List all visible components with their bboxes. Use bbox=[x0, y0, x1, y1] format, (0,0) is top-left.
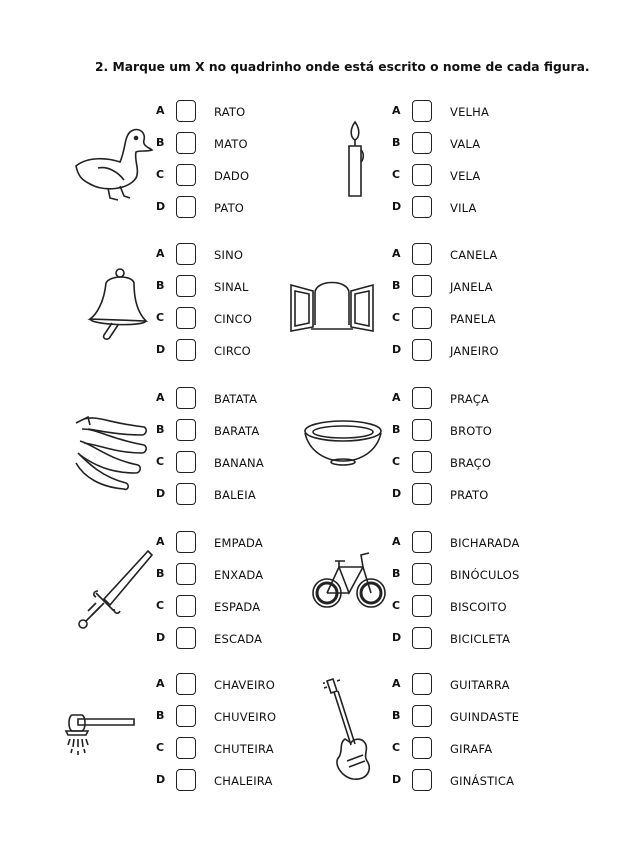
option-letter: A bbox=[156, 247, 165, 260]
sword-icon bbox=[70, 547, 165, 639]
option-letter: D bbox=[156, 773, 166, 786]
option-letter: C bbox=[392, 311, 401, 324]
option-word: BICICLETA bbox=[450, 632, 511, 646]
option-letter: D bbox=[392, 343, 402, 356]
option-letter: C bbox=[156, 741, 165, 754]
option-word: BROTO bbox=[450, 424, 493, 438]
answer-checkbox[interactable] bbox=[412, 673, 432, 695]
option-letter: A bbox=[156, 677, 165, 690]
exercise-candle bbox=[305, 100, 565, 225]
option-letter: B bbox=[392, 567, 401, 580]
option-word: BARATA bbox=[214, 424, 260, 438]
answer-checkbox[interactable] bbox=[412, 769, 432, 791]
answer-checkbox[interactable] bbox=[412, 451, 432, 473]
option-letter: A bbox=[156, 104, 165, 117]
window-icon bbox=[287, 265, 379, 357]
answer-checkbox[interactable] bbox=[176, 531, 196, 553]
answer-checkbox[interactable] bbox=[412, 339, 432, 361]
option-word: SINAL bbox=[214, 280, 249, 294]
option-word: GUITARRA bbox=[450, 678, 510, 692]
option-letter: A bbox=[156, 535, 165, 548]
answer-checkbox[interactable] bbox=[176, 483, 196, 505]
answer-checkbox[interactable] bbox=[412, 100, 432, 122]
answer-checkbox[interactable] bbox=[412, 563, 432, 585]
option-letter: D bbox=[156, 343, 166, 356]
option-word: BISCOITO bbox=[450, 600, 507, 614]
option-word: CIRCO bbox=[214, 344, 251, 358]
exercise-banana bbox=[68, 387, 328, 512]
option-word: PRATO bbox=[450, 488, 489, 502]
option-letter: B bbox=[156, 567, 165, 580]
answer-checkbox[interactable] bbox=[176, 419, 196, 441]
answer-checkbox[interactable] bbox=[176, 673, 196, 695]
option-word: PATO bbox=[214, 201, 245, 215]
option-letter: A bbox=[392, 677, 401, 690]
exercise-window bbox=[305, 243, 565, 368]
option-letter: D bbox=[392, 773, 402, 786]
option-letter: D bbox=[392, 200, 402, 213]
option-letter: B bbox=[392, 136, 401, 149]
guitar-icon bbox=[321, 677, 383, 789]
option-word: JANEIRO bbox=[450, 344, 499, 358]
option-word: ESCADA bbox=[214, 632, 263, 646]
answer-checkbox[interactable] bbox=[176, 307, 196, 329]
option-letter: D bbox=[392, 631, 402, 644]
option-letter: C bbox=[392, 741, 401, 754]
option-letter: C bbox=[156, 599, 165, 612]
option-word: JANELA bbox=[450, 280, 493, 294]
answer-checkbox[interactable] bbox=[176, 275, 196, 297]
answer-checkbox[interactable] bbox=[176, 769, 196, 791]
answer-checkbox[interactable] bbox=[176, 164, 196, 186]
exercise-bicycle bbox=[305, 531, 565, 656]
answer-checkbox[interactable] bbox=[176, 737, 196, 759]
answer-checkbox[interactable] bbox=[176, 451, 196, 473]
answer-checkbox[interactable] bbox=[176, 627, 196, 649]
answer-checkbox[interactable] bbox=[412, 164, 432, 186]
answer-checkbox[interactable] bbox=[412, 243, 432, 265]
option-word: CHAVEIRO bbox=[214, 678, 275, 692]
answer-checkbox[interactable] bbox=[176, 387, 196, 409]
option-letter: A bbox=[392, 247, 401, 260]
candle-icon bbox=[325, 116, 385, 208]
answer-checkbox[interactable] bbox=[176, 196, 196, 218]
answer-checkbox[interactable] bbox=[176, 705, 196, 727]
option-word: BINÓCULOS bbox=[450, 568, 520, 582]
answer-checkbox[interactable] bbox=[412, 196, 432, 218]
option-letter: B bbox=[392, 423, 401, 436]
option-letter: C bbox=[156, 168, 165, 181]
answer-checkbox[interactable] bbox=[176, 563, 196, 585]
option-word: GINÁSTICA bbox=[450, 774, 515, 788]
option-word: CHALEIRA bbox=[214, 774, 273, 788]
bell-icon bbox=[82, 263, 174, 355]
option-word: BALEIA bbox=[214, 488, 256, 502]
option-word: BICHARADA bbox=[450, 536, 520, 550]
bicycle-icon bbox=[309, 543, 389, 623]
option-letter: C bbox=[392, 599, 401, 612]
exercise-sword bbox=[68, 531, 328, 656]
option-word: GIRAFA bbox=[450, 742, 493, 756]
option-word: ENXADA bbox=[214, 568, 264, 582]
option-word: CHUTEIRA bbox=[214, 742, 274, 756]
shower-icon bbox=[64, 701, 144, 771]
option-word: VELHA bbox=[450, 105, 490, 119]
duck-icon bbox=[68, 118, 160, 210]
option-word: BRAÇO bbox=[450, 456, 492, 470]
option-letter: D bbox=[156, 631, 166, 644]
option-word: BATATA bbox=[214, 392, 258, 406]
answer-checkbox[interactable] bbox=[412, 595, 432, 617]
option-letter: A bbox=[392, 391, 401, 404]
answer-checkbox[interactable] bbox=[412, 483, 432, 505]
exercise-shower bbox=[68, 673, 328, 798]
option-letter: D bbox=[156, 200, 166, 213]
option-word: CANELA bbox=[450, 248, 498, 262]
option-word: SINO bbox=[214, 248, 244, 262]
answer-checkbox[interactable] bbox=[412, 737, 432, 759]
answer-checkbox[interactable] bbox=[176, 595, 196, 617]
answer-checkbox[interactable] bbox=[412, 132, 432, 154]
option-letter: B bbox=[156, 279, 165, 292]
answer-checkbox[interactable] bbox=[176, 132, 196, 154]
option-word: PRAÇA bbox=[450, 392, 490, 406]
option-word: MATO bbox=[214, 137, 248, 151]
option-word: CINCO bbox=[214, 312, 253, 326]
option-letter: D bbox=[392, 487, 402, 500]
answer-checkbox[interactable] bbox=[412, 387, 432, 409]
banana-icon bbox=[68, 403, 160, 495]
answer-checkbox[interactable] bbox=[412, 705, 432, 727]
option-letter: B bbox=[392, 279, 401, 292]
answer-checkbox[interactable] bbox=[412, 627, 432, 649]
option-letter: C bbox=[392, 168, 401, 181]
option-word: VALA bbox=[450, 137, 481, 151]
bowl-icon bbox=[301, 407, 387, 477]
option-word: CHUVEIRO bbox=[214, 710, 277, 724]
answer-checkbox[interactable] bbox=[176, 339, 196, 361]
option-letter: B bbox=[156, 423, 165, 436]
instruction-heading: 2. Marque um X no quadrinho onde está escrito o nome de cada figura. bbox=[95, 60, 590, 74]
option-letter: B bbox=[156, 136, 165, 149]
option-letter: B bbox=[392, 709, 401, 722]
option-letter: C bbox=[156, 311, 165, 324]
exercise-duck bbox=[68, 100, 328, 225]
option-word: RATO bbox=[214, 105, 246, 119]
option-letter: B bbox=[156, 709, 165, 722]
answer-checkbox[interactable] bbox=[176, 243, 196, 265]
option-letter: C bbox=[392, 455, 401, 468]
answer-checkbox[interactable] bbox=[412, 275, 432, 297]
answer-checkbox[interactable] bbox=[176, 100, 196, 122]
option-letter: A bbox=[156, 391, 165, 404]
option-letter: A bbox=[392, 535, 401, 548]
answer-checkbox[interactable] bbox=[412, 531, 432, 553]
exercise-bowl bbox=[305, 387, 565, 512]
option-letter: C bbox=[156, 455, 165, 468]
option-word: PANELA bbox=[450, 312, 496, 326]
option-word: DADO bbox=[214, 169, 250, 183]
option-word: EMPADA bbox=[214, 536, 263, 550]
option-word: ESPADA bbox=[214, 600, 261, 614]
option-word: VILA bbox=[450, 201, 477, 215]
answer-checkbox[interactable] bbox=[412, 419, 432, 441]
option-word: GUINDASTE bbox=[450, 710, 520, 724]
option-letter: A bbox=[392, 104, 401, 117]
answer-checkbox[interactable] bbox=[412, 307, 432, 329]
exercise-guitar bbox=[305, 673, 565, 798]
option-letter: D bbox=[156, 487, 166, 500]
option-word: BANANA bbox=[214, 456, 264, 470]
option-word: VELA bbox=[450, 169, 481, 183]
